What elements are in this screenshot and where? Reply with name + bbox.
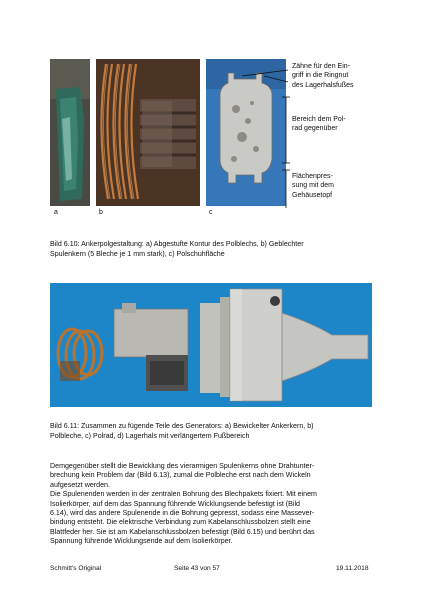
- footer-date: 19.11.2018: [336, 565, 369, 572]
- caption-figure-6-10: Bild 6.10: Ankerpolgestaltung: a) Abgestufte Kontur des Polblechs, b) Geblechter Spulenkern (5 Bleche je 1 mm stark), c) Polschuhfläche: [50, 240, 304, 258]
- annotation-pole-area: Bereich dem Pol- rad gegenüber: [292, 116, 346, 133]
- photo-b-laminated-coil-core: [96, 59, 200, 206]
- annotation-teeth: Zähne für den Ein- griff in die Ringnut des Lagerhalsfußes: [292, 63, 354, 89]
- annotation-brackets: [240, 60, 290, 210]
- body-paragraph: Demgegenüber stellt die Bewicklung des vierarmigen Spulenkerns ohne Drahtunter- brechung kein Problem dar (Bild 6.13), zumal die Polbleche erst nach dem Wickeln aufgesetzt werden. Die Spulenenden werden in der zentralen Bohrung des Blechpakets fixiert. Mit einem Isolierkörper, auf dem das Spannung führende Wicklungsende befestigt ist (Bild 6.14), wird das andere Spulenende in die Bohrung gepresst, sodass eine Massever- bindung entsteht. Die elektrische Verbindung zum Kabelanschlussbolzen stellt eine Blattfeder her. Sie ist am Kabelanschlussbolzen befestigt (Bild 6.15) und berührt das Spannung führende Wicklungsende auf dem Isolierkörper.: [50, 462, 317, 546]
- footer-page-number: Seite 43 von 57: [174, 565, 220, 572]
- photo-a-pole-plate: [50, 59, 90, 206]
- panel-label-a: a: [54, 209, 58, 216]
- footer-title: Schmitt's Original: [50, 565, 102, 572]
- annotation-surface-pressure: Flächenpres- sung mit dem Gehäusetopf: [292, 173, 335, 199]
- panel-label-b: b: [99, 209, 103, 216]
- caption-figure-6-11: Bild 6.11: Zusammen zu fügende Teile des Generators: a) Bewickelter Ankerkern, b) Polbleche, c) Polrad, d) Lagerhals mit verlängertem Fußbereich: [50, 422, 314, 440]
- panel-label-c: c: [209, 209, 213, 216]
- photo-generator-parts: [50, 283, 372, 407]
